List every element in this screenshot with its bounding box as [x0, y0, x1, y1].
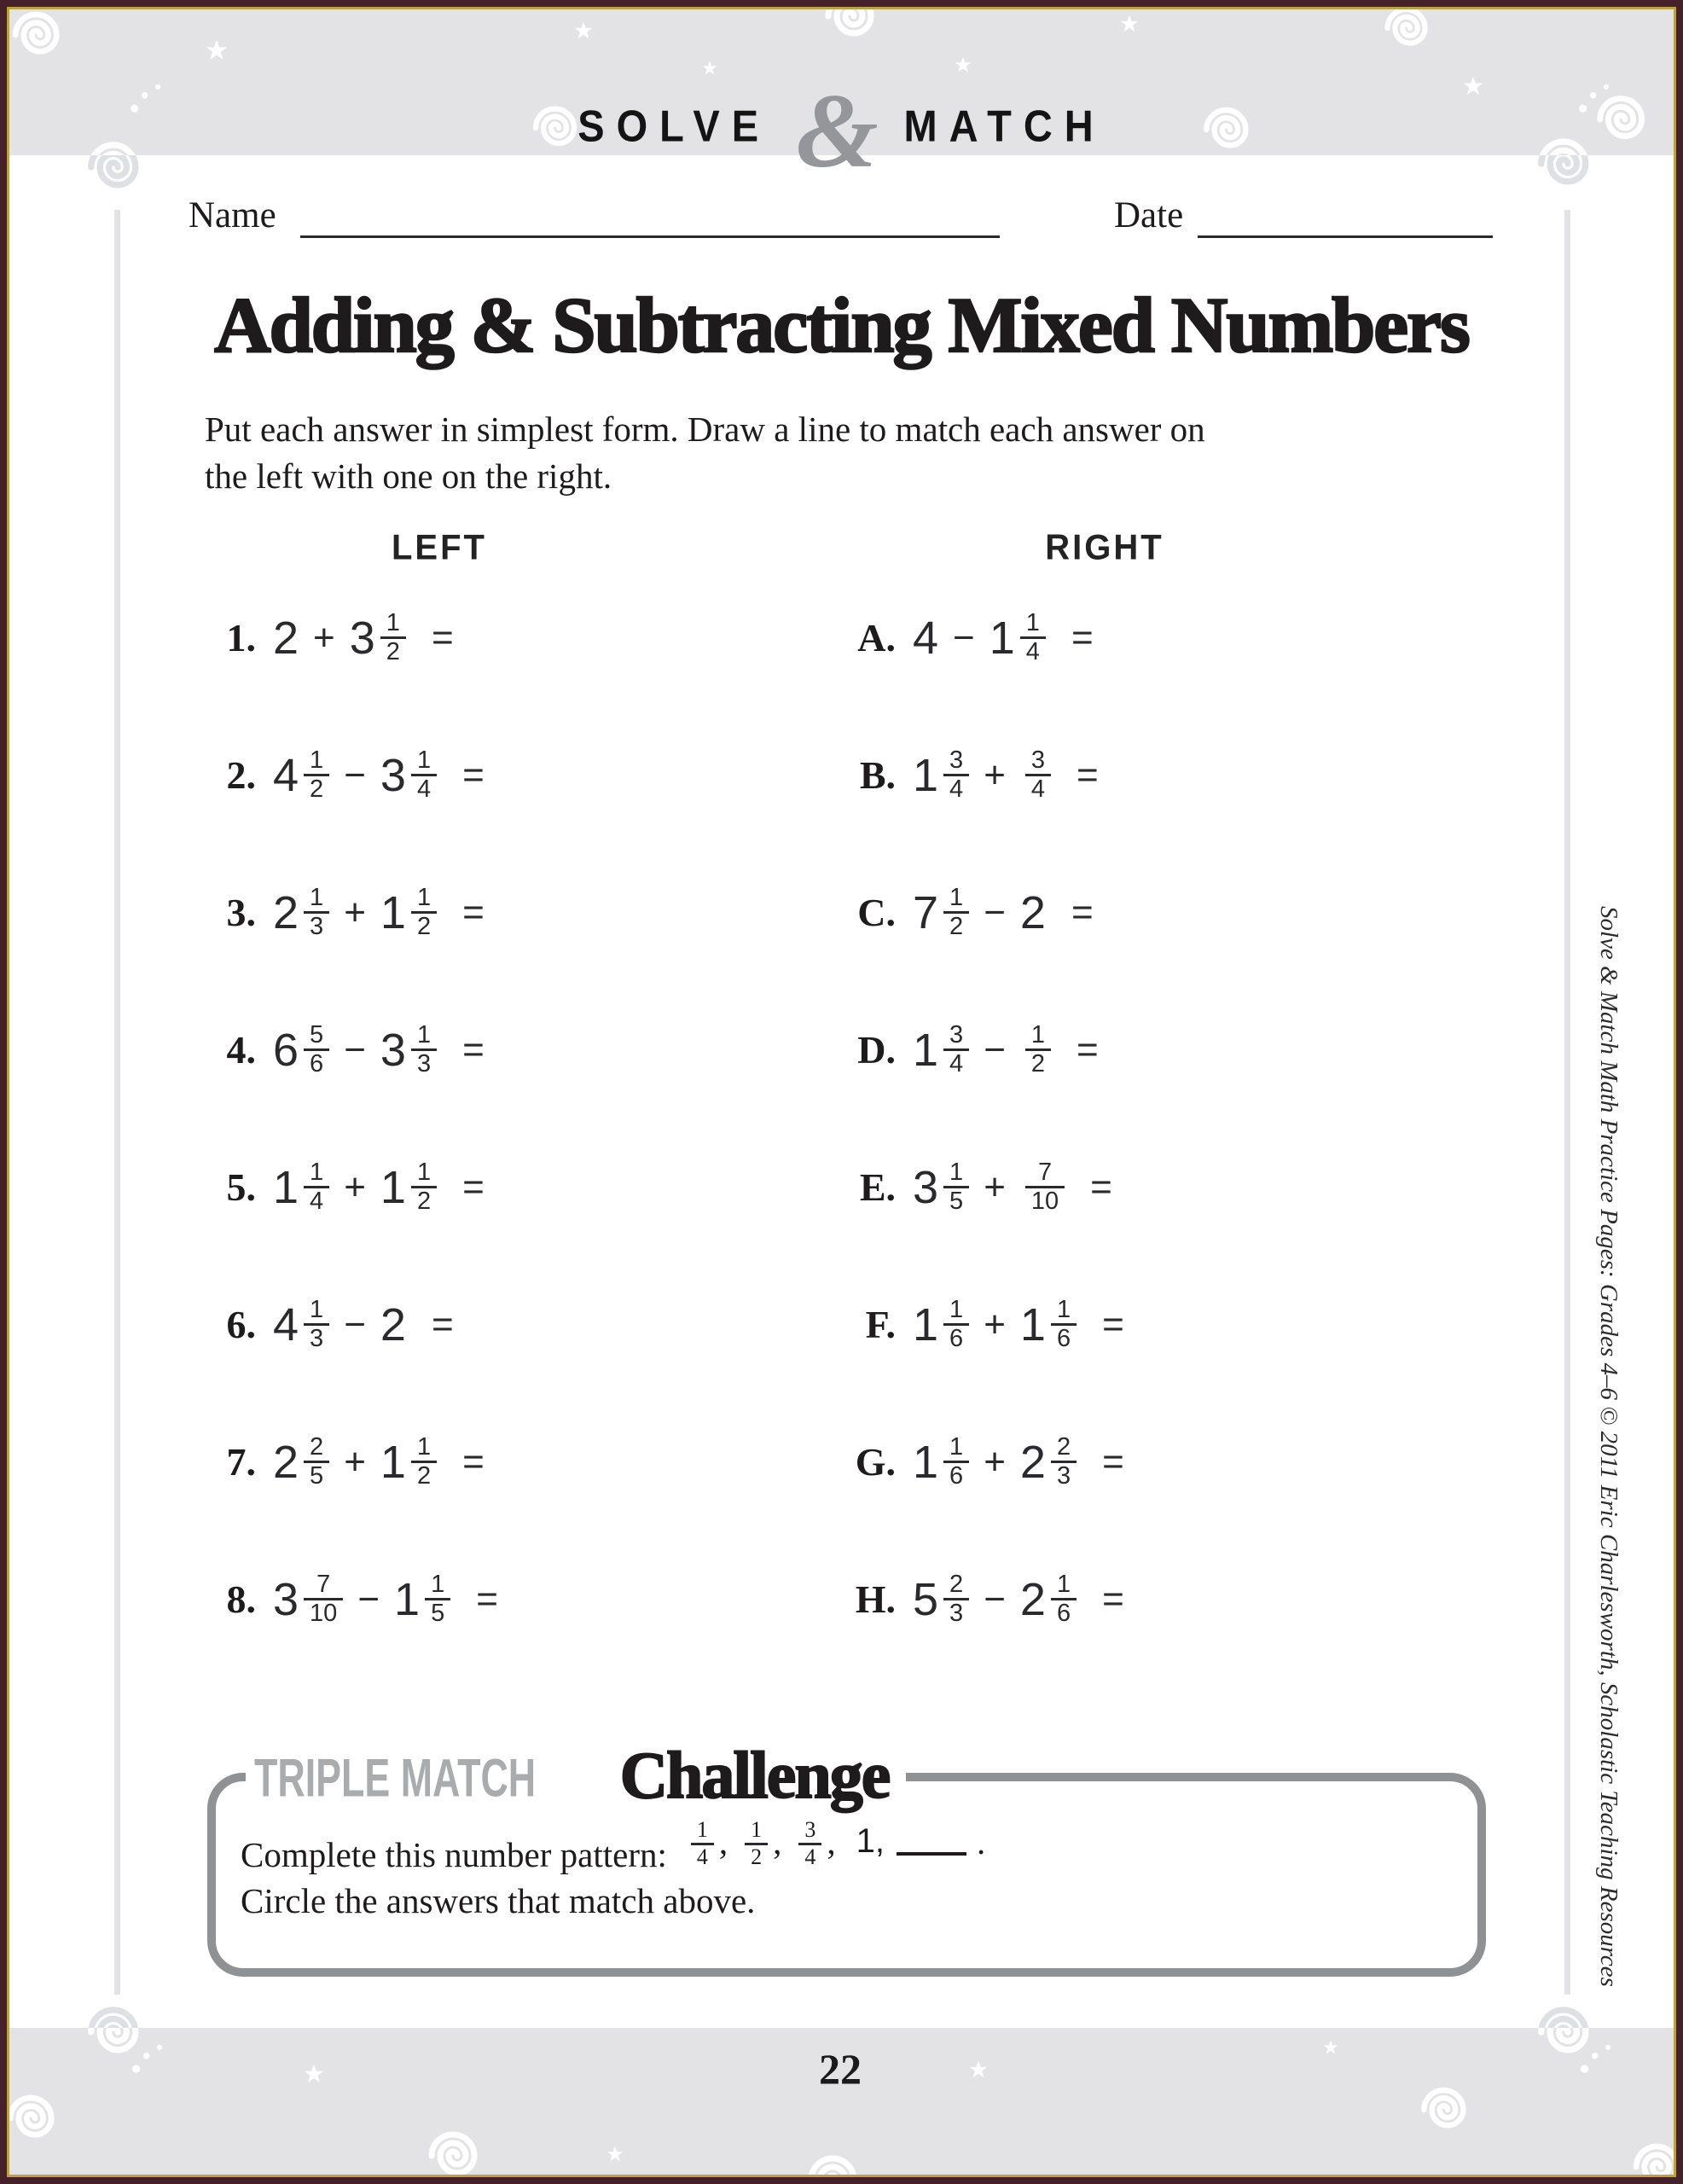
whole-number: 2: [380, 1298, 406, 1350]
dots-icon: [1579, 2040, 1616, 2077]
instructions: [205, 406, 1205, 500]
problem-label: E.: [859, 1165, 896, 1209]
fraction-numerator: 1: [696, 1817, 708, 1843]
fraction: [943, 1297, 969, 1353]
fraction-numerator: 1: [1030, 1020, 1046, 1048]
whole-number: 3: [380, 1024, 406, 1076]
fraction: [304, 747, 329, 804]
fraction-numerator: 1: [310, 746, 324, 774]
fraction: [1025, 1159, 1065, 1216]
fraction-numerator: 1: [949, 1295, 964, 1323]
dots-icon: [131, 2040, 168, 2077]
whole-number: 2: [1019, 886, 1046, 938]
fraction-numerator: 1: [310, 1158, 324, 1186]
operator: −: [344, 1303, 366, 1345]
problem-row: [843, 706, 1124, 844]
problem-label: B.: [859, 753, 896, 797]
fraction-numerator: 1: [416, 746, 432, 774]
whole-number: 1: [913, 749, 939, 801]
whole-number: 1: [913, 1024, 939, 1076]
equals-sign: =: [476, 1577, 498, 1620]
equals-sign: =: [462, 891, 485, 933]
pattern-blank[interactable]: [897, 1852, 966, 1856]
problem-row: [203, 706, 498, 844]
fraction-denominator: 2: [745, 1843, 768, 1869]
equation: [273, 1297, 454, 1353]
fraction: [411, 885, 437, 941]
equation: [913, 1159, 1112, 1216]
fraction-denominator: 5: [425, 1598, 450, 1627]
operator: +: [984, 1165, 1006, 1208]
fraction: [798, 1818, 821, 1868]
fraction-numerator: 1: [1056, 1295, 1071, 1323]
operator: +: [984, 753, 1006, 796]
fraction-numerator: 2: [1056, 1432, 1071, 1461]
equals-sign: =: [431, 616, 454, 659]
whole-number: 1: [273, 1161, 299, 1213]
problem-label: 4.: [226, 1028, 256, 1072]
equals-sign: =: [1077, 753, 1099, 796]
star-icon: [955, 56, 972, 73]
equation: [913, 610, 1094, 666]
operator: −: [984, 1577, 1006, 1620]
whole-number: 4: [913, 612, 939, 664]
spiral-icon: [811, 9, 897, 59]
problem-label: 5.: [226, 1165, 256, 1209]
fraction-denominator: 10: [304, 1598, 343, 1627]
fraction-denominator: 3: [943, 1598, 969, 1627]
equals-sign: =: [1071, 616, 1094, 659]
lollipop-stem: [114, 210, 120, 1995]
fraction-numerator: 5: [310, 1020, 324, 1048]
whole-number: 3: [913, 1161, 939, 1213]
equals-sign: =: [462, 1028, 485, 1071]
fraction: [691, 1818, 714, 1868]
spiral-icon: [9, 9, 81, 76]
equals-sign: =: [1102, 1440, 1124, 1483]
instructions-line: the left with one on the right.: [205, 456, 612, 496]
equals-sign: =: [462, 1440, 485, 1483]
fraction-numerator: 1: [1025, 608, 1040, 636]
equals-sign: =: [1102, 1577, 1124, 1620]
star-icon: [304, 2064, 324, 2084]
fraction-numerator: 1: [310, 883, 324, 911]
equals-sign: =: [462, 1165, 485, 1208]
fraction-denominator: 2: [1025, 1048, 1051, 1077]
fraction: [304, 1571, 343, 1628]
pattern: [688, 1818, 999, 1868]
fraction-numerator: 3: [1030, 746, 1046, 774]
operator: +: [344, 891, 366, 933]
name-label: Name: [189, 195, 276, 235]
fraction-denominator: 5: [304, 1461, 329, 1490]
fraction-denominator: 2: [943, 911, 969, 940]
fraction-denominator: 3: [304, 911, 329, 940]
problem-row: [203, 1256, 498, 1393]
equals-sign: =: [1071, 891, 1094, 933]
fraction-denominator: 6: [943, 1461, 969, 1490]
operator: −: [984, 1028, 1006, 1071]
problem-label: D.: [857, 1028, 896, 1072]
fraction-denominator: 4: [691, 1843, 714, 1869]
fraction-numerator: 1: [949, 883, 964, 911]
problem-row: [203, 981, 498, 1118]
equation: [273, 1022, 485, 1078]
problem-row: [843, 1393, 1124, 1531]
problem-label: 3.: [226, 891, 256, 934]
star-icon: [1323, 2040, 1338, 2055]
pattern-text: ,: [827, 1821, 836, 1862]
ampersand-icon: &: [796, 73, 879, 189]
spiral-icon: [1620, 2126, 1674, 2175]
fraction-denominator: 4: [943, 1048, 969, 1077]
fraction: [304, 1434, 329, 1490]
whole-number: 2: [273, 886, 299, 938]
fraction-numerator: 1: [310, 1295, 324, 1323]
equation: [913, 747, 1099, 804]
spiral-icon: [9, 2077, 76, 2159]
fraction: [745, 1818, 768, 1868]
fraction-denominator: 3: [1051, 1461, 1077, 1490]
star-icon: [606, 2146, 624, 2163]
fraction-denominator: 5: [943, 1186, 969, 1215]
pattern-text: .: [976, 1821, 986, 1862]
operator: −: [344, 753, 366, 796]
fraction: [425, 1571, 450, 1628]
problem-label: C.: [857, 891, 896, 934]
problem-row: [843, 981, 1124, 1118]
fraction-numerator: 3: [949, 1020, 964, 1048]
page-number: 22: [819, 2045, 862, 2093]
fraction: [943, 1022, 969, 1078]
equals-sign: =: [462, 753, 485, 796]
whole-number: 2: [273, 1436, 299, 1488]
star-icon: [702, 61, 717, 76]
whole-number: 2: [1019, 1436, 1046, 1488]
equation: [913, 1434, 1124, 1490]
fraction: [304, 885, 329, 941]
whole-number: 2: [1019, 1573, 1046, 1625]
operator: +: [344, 1165, 366, 1208]
operator: +: [984, 1440, 1006, 1483]
page-title: Adding & Subtracting Mixed Numbers: [214, 282, 1469, 369]
fraction: [1051, 1297, 1077, 1353]
logo-word-solve: SOLVE: [577, 100, 771, 151]
whole-number: 3: [380, 749, 406, 801]
problem-label: A.: [857, 616, 896, 659]
fraction-denominator: 6: [1051, 1323, 1077, 1352]
fraction-denominator: 10: [1025, 1186, 1065, 1215]
problem-label: 6.: [226, 1303, 256, 1346]
fraction-denominator: 2: [411, 1186, 437, 1215]
whole-number: 2: [273, 612, 299, 664]
operator: +: [984, 1303, 1006, 1345]
fraction: [304, 1297, 329, 1353]
pattern-text: ,: [773, 1821, 782, 1862]
equation: [913, 885, 1094, 941]
star-icon: [969, 2060, 988, 2079]
challenge-heading: [246, 1727, 906, 1814]
challenge-pattern-line: [241, 1805, 999, 1882]
spiral-icon: [1373, 9, 1448, 66]
fraction-numerator: 1: [386, 608, 400, 636]
whole-number: 1: [913, 1436, 939, 1488]
problem-row: [203, 569, 498, 706]
equals-sign: =: [1090, 1165, 1112, 1208]
equation: [273, 885, 485, 941]
operator: +: [313, 616, 335, 659]
fraction-denominator: 4: [798, 1843, 821, 1869]
fraction: [943, 747, 969, 804]
whole-number: 1: [394, 1573, 421, 1625]
equation: [273, 610, 454, 666]
fraction-denominator: 4: [411, 774, 437, 803]
star-icon: [206, 39, 228, 61]
fraction-denominator: 3: [304, 1323, 329, 1352]
spiral-icon: [1408, 2071, 1487, 2149]
logo-word-match: MATCH: [903, 100, 1106, 151]
problem-label: G.: [855, 1440, 896, 1484]
whole-number: 7: [913, 886, 939, 938]
fraction-denominator: 3: [411, 1048, 437, 1077]
equation: [273, 1159, 485, 1216]
problem-row: [203, 844, 498, 981]
problem-row: [843, 1256, 1124, 1393]
whole-number: 1: [380, 1436, 406, 1488]
challenge-title: Challenge: [619, 1738, 890, 1812]
fraction: [943, 1159, 969, 1216]
fraction: [943, 885, 969, 941]
problem-label: 8.: [226, 1577, 256, 1621]
problem-label: 7.: [226, 1440, 256, 1484]
spiral-icon: [794, 2137, 879, 2175]
problem-row: [203, 1531, 498, 1668]
whole-number: 5: [913, 1573, 939, 1625]
fraction: [1051, 1434, 1077, 1490]
problem-label: 1.: [226, 616, 256, 659]
problems-right: [843, 569, 1124, 1668]
fraction-numerator: 1: [431, 1570, 445, 1598]
operator: −: [984, 891, 1006, 933]
challenge-prompt: Complete this number pattern:: [241, 1835, 667, 1874]
fraction-denominator: 2: [380, 636, 406, 665]
fraction: [943, 1434, 969, 1490]
fraction-numerator: 1: [949, 1158, 964, 1186]
column-header-left: LEFT: [392, 527, 487, 568]
fraction: [1025, 1022, 1051, 1078]
fraction-denominator: 4: [1020, 636, 1046, 665]
whole-number: 1: [380, 1161, 406, 1213]
fraction: [411, 1159, 437, 1216]
fraction-numerator: 1: [751, 1817, 763, 1843]
fraction-numerator: 1: [1056, 1570, 1071, 1598]
whole-number: 4: [273, 1298, 299, 1350]
star-icon: [574, 21, 593, 40]
equation: [913, 1022, 1099, 1078]
fraction: [1025, 747, 1051, 804]
fraction-numerator: 3: [804, 1817, 816, 1843]
fraction-numerator: 1: [416, 1432, 432, 1461]
fraction: [1051, 1571, 1077, 1628]
equals-sign: =: [1077, 1028, 1099, 1071]
fraction-numerator: 7: [316, 1570, 331, 1598]
instructions-line: Put each answer in simplest form. Draw a line to match each answer on: [205, 410, 1205, 449]
operator: −: [953, 616, 975, 659]
equals-sign: =: [431, 1303, 454, 1345]
whole-number: 1: [913, 1298, 939, 1350]
problem-label: H.: [855, 1577, 896, 1621]
equation: [273, 1434, 485, 1490]
problem-row: [843, 569, 1124, 706]
operator: −: [344, 1028, 366, 1071]
pattern-number: 1,: [856, 1821, 885, 1860]
whole-number: 6: [273, 1024, 299, 1076]
star-icon: [1120, 15, 1139, 33]
whole-number: 3: [273, 1573, 299, 1625]
pattern-text: ,: [718, 1821, 728, 1862]
fraction-numerator: 3: [949, 746, 964, 774]
problem-row: [203, 1393, 498, 1531]
fraction: [411, 1022, 437, 1078]
operator: −: [357, 1577, 380, 1620]
problem-row: [203, 1118, 498, 1256]
equation: [913, 1297, 1124, 1353]
fraction-numerator: 1: [949, 1432, 964, 1461]
fraction: [411, 747, 437, 804]
whole-number: 4: [273, 749, 299, 801]
column-header-right: RIGHT: [1045, 527, 1164, 568]
fraction-denominator: 4: [304, 1186, 329, 1215]
fraction-denominator: 6: [1051, 1598, 1077, 1627]
problem-label: 2.: [226, 753, 256, 797]
fraction-numerator: 2: [310, 1432, 324, 1461]
problems-left: [203, 569, 498, 1668]
problem-row: [843, 1531, 1124, 1668]
operator: +: [344, 1440, 366, 1483]
spiral-icon: [415, 2113, 500, 2175]
whole-number: 3: [349, 612, 375, 664]
side-credit: Solve & Match Math Practice Pages: Grades 4–6 © 2011 Eric Charlesworth, Scholastic Teaching Resources: [1595, 906, 1622, 1987]
equation: [913, 1571, 1124, 1628]
problem-row: [843, 844, 1124, 981]
fraction: [943, 1571, 969, 1628]
equation: [273, 1571, 498, 1628]
equals-sign: =: [1102, 1303, 1124, 1345]
fraction-numerator: 1: [416, 1158, 432, 1186]
problem-row: [843, 1118, 1124, 1256]
fraction-denominator: 6: [304, 1048, 329, 1077]
fraction-numerator: 7: [1037, 1158, 1053, 1186]
fraction-numerator: 1: [416, 883, 432, 911]
logo: [0, 73, 1683, 189]
challenge-line2: Circle the answers that match above.: [241, 1881, 756, 1920]
fraction-denominator: 2: [304, 774, 329, 803]
fraction: [380, 610, 406, 666]
date-label: Date: [1114, 195, 1184, 235]
lollipop-stem: [1564, 210, 1570, 1995]
fraction-numerator: 2: [949, 1570, 964, 1598]
fraction-denominator: 2: [411, 911, 437, 940]
fraction-denominator: 2: [411, 1461, 437, 1490]
whole-number: 1: [989, 612, 1015, 664]
fraction: [304, 1022, 329, 1078]
problem-label: F.: [865, 1303, 896, 1346]
fraction-numerator: 1: [416, 1020, 432, 1048]
challenge-kicker: TRIPLE MATCH: [254, 1747, 537, 1808]
equation: [273, 747, 485, 804]
whole-number: 1: [380, 886, 406, 938]
date-input-line[interactable]: [1198, 235, 1493, 238]
fraction: [304, 1159, 329, 1216]
fraction-denominator: 4: [1025, 774, 1051, 803]
fraction: [1020, 610, 1046, 666]
fraction-denominator: 4: [943, 774, 969, 803]
fraction: [411, 1434, 437, 1490]
whole-number: 1: [1019, 1298, 1046, 1350]
name-input-line[interactable]: [300, 235, 1000, 238]
fraction-denominator: 6: [943, 1323, 969, 1352]
